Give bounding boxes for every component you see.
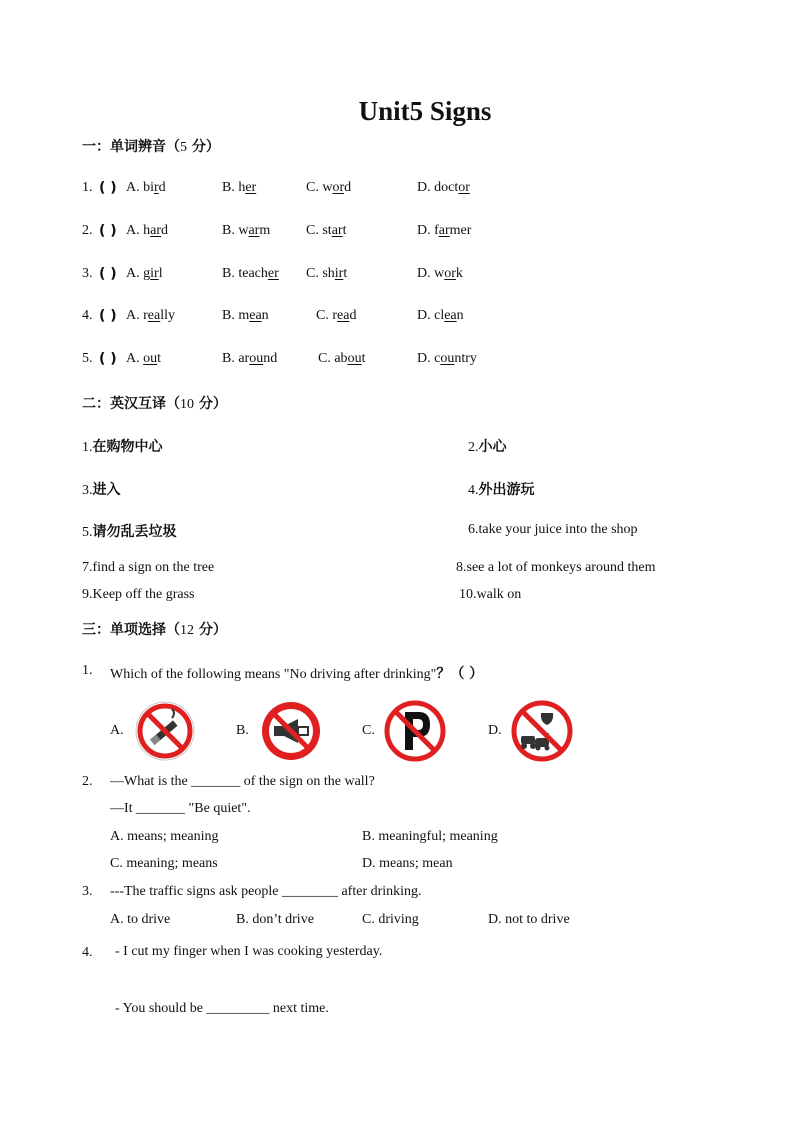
word-part: d (158, 180, 166, 195)
phonics-option-b (222, 180, 256, 196)
underlined-letters: ea (337, 308, 350, 323)
answer-blank[interactable]: ( ) (99, 351, 117, 367)
q3-option-c: C. driving (362, 912, 419, 927)
word-part: t (157, 351, 162, 366)
underlined-letters: ea (147, 308, 161, 323)
q1-option-a-label: A. (110, 723, 124, 738)
word-part: C. st (306, 223, 332, 238)
word-part: d (344, 180, 352, 195)
phonics-option-c (306, 266, 347, 282)
section1-heading (82, 136, 220, 156)
q2-line2: —It _______ "Be quiet". (110, 801, 251, 816)
phonics-option-b (222, 308, 269, 324)
word-part: C. ab (318, 351, 348, 366)
no-honking-sign-icon (260, 700, 322, 762)
word-part: D. f (417, 223, 439, 238)
q4-number: 4. (82, 945, 93, 960)
underlined-letters: or (458, 180, 470, 195)
section2-points: 10 (180, 397, 194, 412)
q3-option-d: D. not to drive (488, 912, 570, 927)
section3-heading (82, 619, 227, 639)
underlined-letters: ea (249, 308, 262, 323)
q1-option-b-label: B. (236, 723, 249, 738)
phonics-option-a (126, 223, 168, 239)
q2-option-d: D. means; mean (362, 856, 453, 871)
word-part: t (343, 266, 348, 281)
q1-option-d-label: D. (488, 723, 502, 738)
word-part: B. teach (222, 266, 268, 281)
underlined-letters: ir (150, 266, 159, 281)
q3-line1: ---The traffic signs ask people ________ after drinking. (110, 884, 422, 899)
section3-label: 三：单项选择（ (82, 622, 180, 638)
q2-line1: —What is the _______ of the sign on the wall? (110, 774, 375, 789)
phonics-option-d (417, 223, 471, 239)
q2-option-c: C. meaning; means (110, 856, 218, 871)
phonics-option-c (316, 308, 356, 324)
phonics-option-c (318, 351, 365, 367)
q2-option-a: A. means; meaning (110, 829, 219, 844)
section3-label-end: 分） (194, 622, 227, 638)
underlined-letters: ar (150, 223, 162, 238)
underlined-letters: er (267, 266, 279, 281)
word-part: m (259, 223, 271, 238)
q4-line2: - You should be _________ next time. (115, 1001, 329, 1016)
section2-label-end: 分） (194, 396, 227, 412)
answer-blank[interactable]: ( ) (99, 223, 117, 239)
word-part: A. g (126, 266, 151, 281)
underlined-letters: ou (440, 351, 455, 366)
translation-item-7: 7.find a sign on the tree (82, 560, 215, 575)
no-parking-sign-icon (384, 700, 446, 762)
word-part: B. w (222, 223, 249, 238)
phonics-number: 3. (82, 266, 93, 281)
phonics-option-b (222, 223, 270, 239)
word-part: A. r (126, 308, 148, 323)
page-title: Unit5 Signs (358, 96, 492, 126)
section3-points: 12 (180, 623, 194, 638)
q3-number: 3. (82, 884, 93, 899)
underlined-letters: ea (444, 308, 457, 323)
word-part: lly (160, 308, 175, 323)
phonics-number: 4. (82, 308, 93, 323)
underlined-letters: r (154, 180, 159, 195)
word-part: d (349, 308, 357, 323)
no-smoking-sign-icon (134, 700, 196, 762)
phonics-option-d (417, 308, 464, 324)
answer-blank[interactable]: ( ) (99, 180, 117, 196)
phonics-number: 2. (82, 223, 93, 238)
underlined-letters: ou (143, 351, 158, 366)
word-part: t (342, 223, 347, 238)
phonics-option-d (417, 351, 477, 367)
word-part: d (161, 223, 169, 238)
translation-item-9: 9.Keep off the grass (82, 587, 195, 602)
translation-item-1: 1.在购物中心 (82, 439, 163, 455)
q2-number: 2. (82, 774, 93, 789)
section1-label: 一：单词辨音（ (82, 139, 180, 155)
phonics-number: 1. (82, 180, 93, 195)
phonics-option-d (417, 180, 470, 196)
translation-item-5: 5.请勿乱丢垃圾 (82, 524, 177, 540)
word-part: C. w (306, 180, 333, 195)
phonics-option-b (222, 266, 279, 282)
underlined-letters: ar (331, 223, 343, 238)
phonics-option-a (126, 180, 166, 196)
answer-blank[interactable]: ( ) (99, 308, 117, 324)
phonics-option-b (222, 351, 277, 367)
word-part: A. bi (126, 180, 154, 195)
translation-item-8: 8.see a lot of monkeys around them (456, 560, 656, 575)
section1-points: 5 (180, 140, 187, 155)
q3-option-a: A. to drive (110, 912, 171, 927)
word-part: B. ar (222, 351, 250, 366)
underlined-letters: er (245, 180, 257, 195)
section2-heading (82, 393, 227, 413)
word-part: D. cl (417, 308, 445, 323)
q2-option-b: B. meaningful; meaning (362, 829, 498, 844)
phonics-option-c (306, 180, 351, 196)
word-part: n (261, 308, 269, 323)
word-part: mer (449, 223, 472, 238)
word-part: C. r (316, 308, 337, 323)
q1-question: Which of the following means "No driving after drinking"？（ ） (110, 666, 484, 682)
section1-label-end: 分） (187, 139, 220, 155)
phonics-option-a (126, 351, 161, 367)
q4-line1: - I cut my finger when I was cooking yesterday. (115, 944, 383, 959)
answer-blank[interactable]: ( ) (99, 266, 117, 282)
translation-item-3: 3.进入 (82, 482, 121, 498)
underlined-letters: or (444, 266, 456, 281)
word-part: k (455, 266, 463, 281)
word-part: D. w (417, 266, 445, 281)
word-part: nd (263, 351, 278, 366)
word-part: C. sh (306, 266, 335, 281)
word-part: A. h (126, 223, 151, 238)
q3-option-b: B. don’t drive (236, 912, 314, 927)
no-drink-driving-sign-icon (511, 700, 573, 762)
word-part: n (456, 308, 464, 323)
phonics-option-d (417, 266, 463, 282)
underlined-letters: ou (249, 351, 264, 366)
word-part: ntry (454, 351, 477, 366)
word-part: A. (126, 351, 144, 366)
underlined-letters: or (332, 180, 345, 195)
word-part: B. m (222, 308, 250, 323)
word-part: l (158, 266, 163, 281)
translation-item-10: 10.walk on (459, 587, 522, 602)
phonics-option-a (126, 266, 163, 282)
q1-number: 1. (82, 663, 93, 678)
word-part: B. h (222, 180, 246, 195)
phonics-option-a (126, 308, 175, 324)
underlined-letters: ar (248, 223, 260, 238)
q1-option-c-label: C. (362, 723, 375, 738)
underlined-letters: ou (347, 351, 362, 366)
phonics-number: 5. (82, 351, 93, 366)
section2-label: 二：英汉互译（ (82, 396, 180, 412)
underlined-letters: ar (438, 223, 450, 238)
phonics-option-c (306, 223, 346, 239)
translation-item-6: 6.take your juice into the shop (468, 522, 638, 537)
translation-item-2: 2.小心 (468, 439, 507, 455)
word-part: t (361, 351, 366, 366)
word-part: D. c (417, 351, 441, 366)
translation-item-4: 4.外出游玩 (468, 482, 535, 498)
word-part: D. doct (417, 180, 459, 195)
underlined-letters: ir (334, 266, 344, 281)
